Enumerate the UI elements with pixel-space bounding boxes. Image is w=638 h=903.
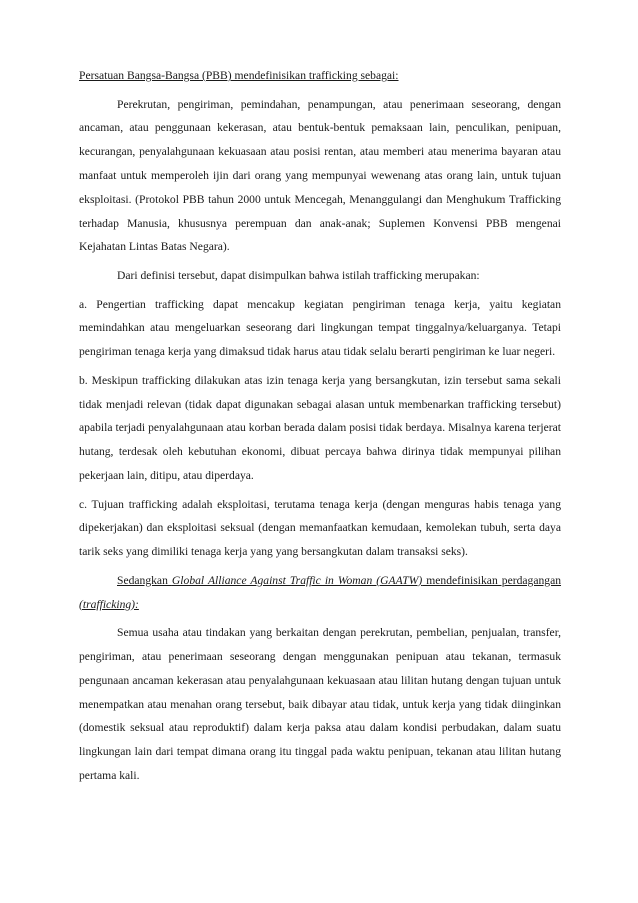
gaatw-definition-paragraph: Semua usaha atau tindakan yang berkaitan dengan perekrutan, pembelian, penjualan, transfer, pengiriman, atau penerimaan seseorang dengan menggunakan penipuan atau tekanan, termasuk pengunaan ancaman kekerasan atau penyalahgunaan kekuasaan atau lilitan hutang dengan tujuan untuk menempatkan atau menahan orang tersebut, baik dibayar atau tidak, untuk kerja yang tidak diinginkan (domestik seksual atau reproduktif) dalam kerja paksa atau dalam kondisi perbudakan, dalam suatu lingkungan lain dari tempat dimana orang itu tinggal pada waktu penipuan, tekanan atau lilitan hutang pertama kali. <box>79 626 561 782</box>
document-page <box>79 64 561 792</box>
gaatw-heading-prefix: Sedangkan <box>117 573 172 587</box>
pbb-heading <box>79 64 561 88</box>
gaatw-heading-paragraph <box>79 569 561 617</box>
point-b-paragraph: b. Meskipun trafficking dilakukan atas izin tenaga kerja yang bersangkutan, izin tersebut sama sekali tidak menjadi relevan (tidak dapat digunakan sebagai alasan untuk membenarkan trafficking tersebut) apabila terjadi penyalahgunaan atau korban berada dalam posisi tidak berdaya. Misalnya karena terjerat hutang, terdesak oleh kebutuhan ekonomi, dibuat percaya bahwa dirinya tidak mempunyai pilihan pekerjaan lain, ditipu, atau diperdaya. <box>79 373 561 482</box>
point-a-paragraph: a. Pengertian trafficking dapat mencakup kegiatan pengiriman tenaga kerja, yaitu kegiatan memindahkan atau mengeluarkan seseorang dari lingkungan tempat tinggalnya/keluarganya. Tetapi pengiriman tenaga kerja yang dimaksud tidak harus atau tidak selalu berarti pengiriman ke luar negeri. <box>79 297 561 359</box>
pbb-heading-text: Persatuan Bangsa-Bangsa (PBB) mendefinisikan trafficking sebagai: <box>79 69 399 82</box>
conclusion-intro-paragraph: Dari definisi tersebut, dapat disimpulkan bahwa istilah trafficking merupakan: <box>117 268 480 282</box>
point-c-paragraph: c. Tujuan trafficking adalah eksploitasi, terutama tenaga kerja (dengan menguras habis tenaga yang dipekerjakan) dan eksploitasi seksual (dengan memanfaatkan kemudaan, kemolekan tubuh, serta daya tarik seks yang dimiliki tenaga kerja yang yang bersangkutan dalam transaksi seks). <box>79 497 561 559</box>
pbb-definition-paragraph: Perekrutan, pengiriman, pemindahan, penampungan, atau penerimaan seseorang, dengan ancaman, atau penggunaan kekerasan, atau bentuk-bentuk pemaksaan lain, penculikan, penipuan, kecurangan, penyalahgunaan kekuasaan atau posisi rentan, atau memberi atau menerima bayaran atau manfaat untuk memperoleh ijin dari orang yang mempunyai wewenang atas orang lain, untuk tujuan eksploitasi. (Protokol PBB tahun 2000 untuk Mencegah, Menanggulangi dan Menghukum Trafficking terhadap Manusia, khususnya perempuan dan anak-anak; Suplemen Konvensi PBB mengenai Kejahatan Lintas Batas Negara). <box>79 97 561 254</box>
gaatw-term: (trafficking): <box>79 597 139 611</box>
gaatw-org-name: Global Alliance Against Traffic in Woman (GAATW) <box>171 573 423 587</box>
gaatw-heading-middle: mendefinisikan perdagangan <box>422 573 562 587</box>
